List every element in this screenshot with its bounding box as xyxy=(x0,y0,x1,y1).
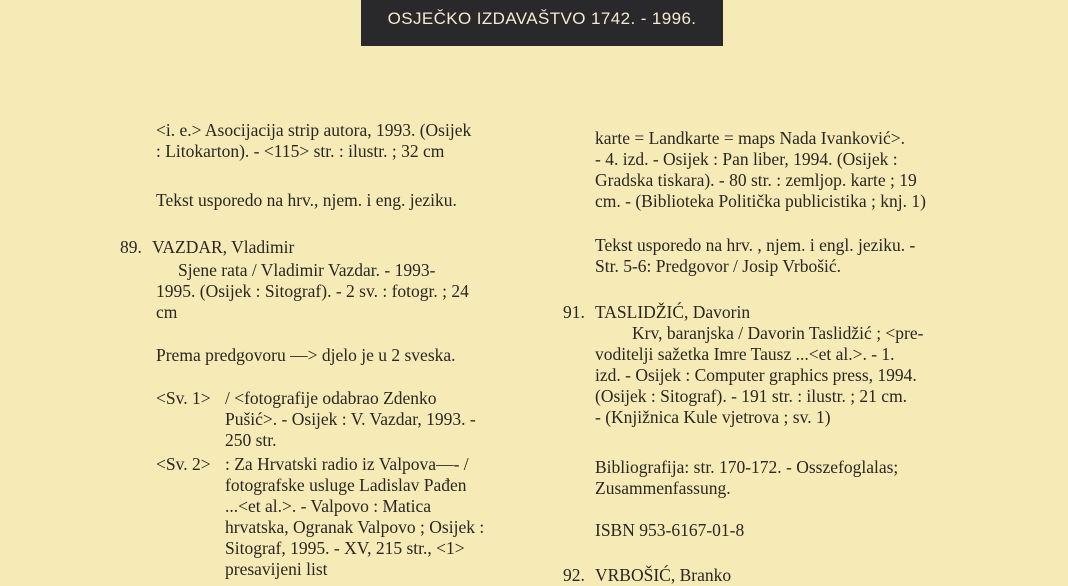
entry-line: 1995. (Osijek : Sitograf). - 2 sv. : fotogr. ; 24 xyxy=(156,281,469,301)
language-note: Tekst usporedo na hrv., njem. i eng. jeziku. xyxy=(156,190,457,210)
entry-author: VRBOŠIĆ, Branko xyxy=(595,565,732,585)
entry-line: (Osijek : Sitograf). - 191 str. : ilustr. ; 21 cm. xyxy=(595,386,908,406)
entry-continuation-line: - 4. izd. - Osijek : Pan liber, 1994. (Osijek : xyxy=(595,149,898,169)
language-note: Str. 5-6: Predgovor / Josip Vrbošić. xyxy=(595,256,842,276)
volume-line: : Za Hrvatski radio iz Valpova—- / xyxy=(225,454,469,474)
header-band xyxy=(361,0,723,46)
entry-title-line: Krv, baranjska / Davorin Taslidžić ; <pre- xyxy=(632,323,924,343)
entry-continuation-line: Gradska tiskara). - 80 str. : zemljop. karte ; 19 xyxy=(595,170,917,190)
entry-author: VAZDAR, Vladimir xyxy=(152,237,295,257)
volume-line: Sitograf, 1995. - XV, 215 str., <1> xyxy=(225,538,465,558)
volume-line: ...<et al.>. - Valpovo : Matica xyxy=(225,496,432,516)
entry-note: Prema predgovoru —> djelo je u 2 sveska. xyxy=(156,345,456,365)
entry-continuation-line: : Litokarton). - <115> str. : ilustr. ; 32 cm xyxy=(156,141,445,161)
entry-number: 92. xyxy=(563,565,585,585)
volume-label: <Sv. 1> xyxy=(156,388,211,408)
volume-line: presavijeni list xyxy=(225,559,328,579)
entry-author: TASLIDŽIĆ, Davorin xyxy=(595,302,751,322)
language-note: Tekst usporedo na hrv. , njem. i engl. jeziku. - xyxy=(595,235,916,255)
volume-line: fotografske usluge Ladislav Pađen xyxy=(225,475,467,495)
entry-continuation-line: karte = Landkarte = maps Nada Ivanković>. xyxy=(595,128,905,148)
entry-line: - (Knjižnica Kule vjetrova ; sv. 1) xyxy=(595,407,831,427)
entry-number: 91. xyxy=(563,302,585,322)
isbn: ISBN 953-6167-01-8 xyxy=(595,520,745,540)
entry-continuation-line: cm. - (Biblioteka Politička publicistika ; knj. 1) xyxy=(595,191,926,211)
entry-number: 89. xyxy=(120,237,142,257)
entry-line: voditelji sažetka Imre Tausz ...<et al.>. - 1. xyxy=(595,344,895,364)
entry-note: Bibliografija: str. 170-172. - Osszefoglalas; xyxy=(595,457,899,477)
volume-line: hrvatska, Ogranak Valpovo ; Osijek : xyxy=(225,517,485,537)
page-header-title: OSJEČKO IZDAVAŠTVO 1742. - 1996. xyxy=(387,9,697,28)
entry-title-line: Sjene rata / Vladimir Vazdar. - 1993- xyxy=(178,260,436,280)
volume-line: / <fotografije odabrao Zdenko xyxy=(225,388,437,408)
volume-line: Pušić>. - Osijek : V. Vazdar, 1993. - xyxy=(225,409,476,429)
entry-line: cm xyxy=(156,302,178,322)
entry-continuation-line: <i. e.> Asocijacija strip autora, 1993. (Osijek xyxy=(156,120,472,140)
volume-line: 250 str. xyxy=(225,430,277,450)
volume-label: <Sv. 2> xyxy=(156,454,211,474)
entry-line: izd. - Osijek : Computer graphics press, 1994. xyxy=(595,365,917,385)
entry-note: Zusammenfassung. xyxy=(595,478,731,498)
